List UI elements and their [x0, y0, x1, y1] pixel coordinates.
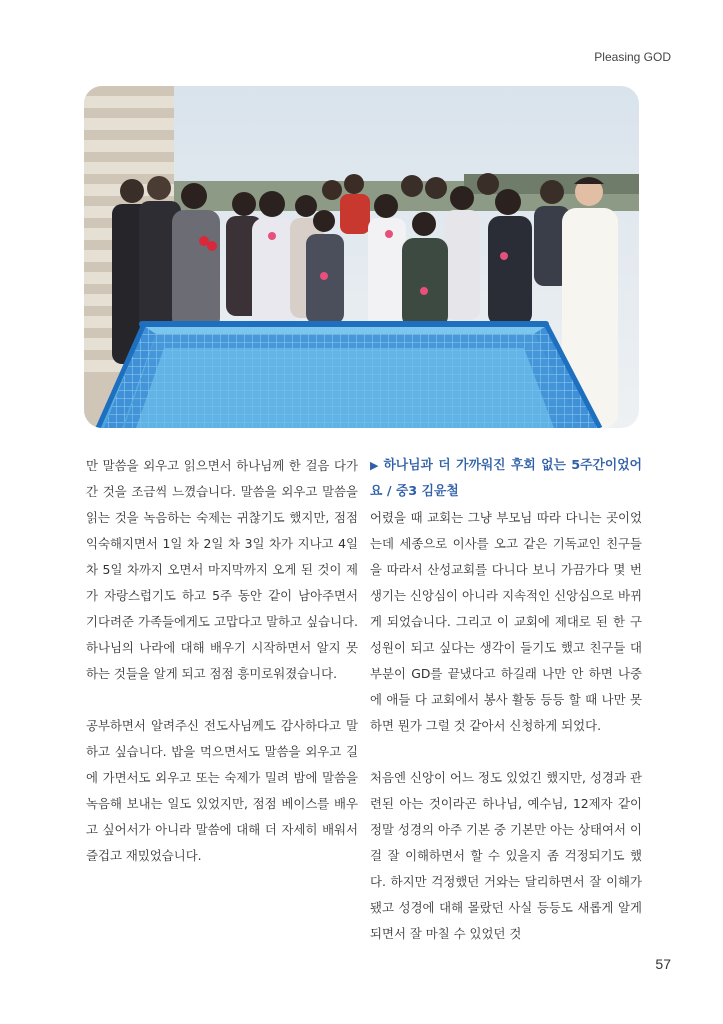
arrow-icon: ▶	[370, 459, 380, 472]
right-paragraph-2: 처음엔 신앙이 어느 정도 있었긴 했지만, 성경과 관련된 아는 것이라곤 하나님, 예수님, 12제자 같이 정말 성경의 아주 기본 중 기본만 아는 상태여서 이걸 잘 이해하면서 할 수 있을지 좀 걱정되기도 했다. 하지만 걱정했던 거와는 달리하면서 잘 이해가 됐고 성경에 대해 몰랐던 사실 등등도 새롭게 알게 되면서 잘 마칠 수 있었던 것	[370, 770, 642, 941]
right-paragraph-1: 어렸을 때 교회는 그냥 부모님 따라 다니는 곳이었는데 세종으로 이사를 오고 같은 기독교인 친구들을 따라서 산성교회를 다니다 보니 가끔가다 몇 번 생기는 신앙심이 아니라 지속적인 신앙심으로 바뀌게 되었습니다. 그리고 이 교회에 제대로 된 한 구성원이 되고 싶다는 생각이 들기도 했고 친구들 대부분이 GD를 끝냈다고 하길래 나만 안 하면 나중에 애들 다 교회에서 봉사 활동 등등 할 때 나만 못하면 뭔가 그럴 것 같아서 신청하게 되었다.	[370, 510, 642, 733]
left-paragraph-1: 만 말씀을 외우고 읽으면서 하나님께 한 걸음 다가간 것을 조금씩 느꼈습니다. 말씀을 외우고 말씀을 읽는 것을 녹음하는 숙제는 귀찮기도 했지만, 점점 익숙해지면서 1일 차 2일 차 3일 차가 지나고 4일 차 5일 차까지 오면서 마지막까지 오게 된 것이 제가 자랑스럽기도 하고 5주 동안 같이 남아주면서 기다려준 가족들에게도 고맙다고 말하고 싶습니다. 하나님의 나라에 대해 배우기 시작하면서 알지 못하는 것들을 알게 되고 점점 흥미로워졌습니다.	[86, 458, 358, 681]
left-paragraph-2: 공부하면서 알려주신 전도사님께도 감사하다고 말하고 싶습니다. 밥을 먹으면서도 말씀을 외우고 길에 가면서도 외우고 또는 숙제가 밀려 밤에 말씀을 녹음해 보내는 일도 있었지만, 점점 베이스를 배우고 싶어서가 아니라 말씀에 대해 더 자세히 배워서 즐겁고 재밌었습니다.	[86, 718, 358, 863]
right-column	[370, 453, 642, 947]
page-number: 57	[655, 956, 671, 972]
heading-text: 하나님과 더 가까워진 후회 없는 5주간이었어요 / 중3 김윤철	[370, 458, 642, 499]
left-column	[86, 453, 358, 869]
group-photo	[84, 86, 639, 428]
running-header: Pleasing GOD	[594, 50, 671, 64]
testimony-heading	[370, 453, 642, 505]
